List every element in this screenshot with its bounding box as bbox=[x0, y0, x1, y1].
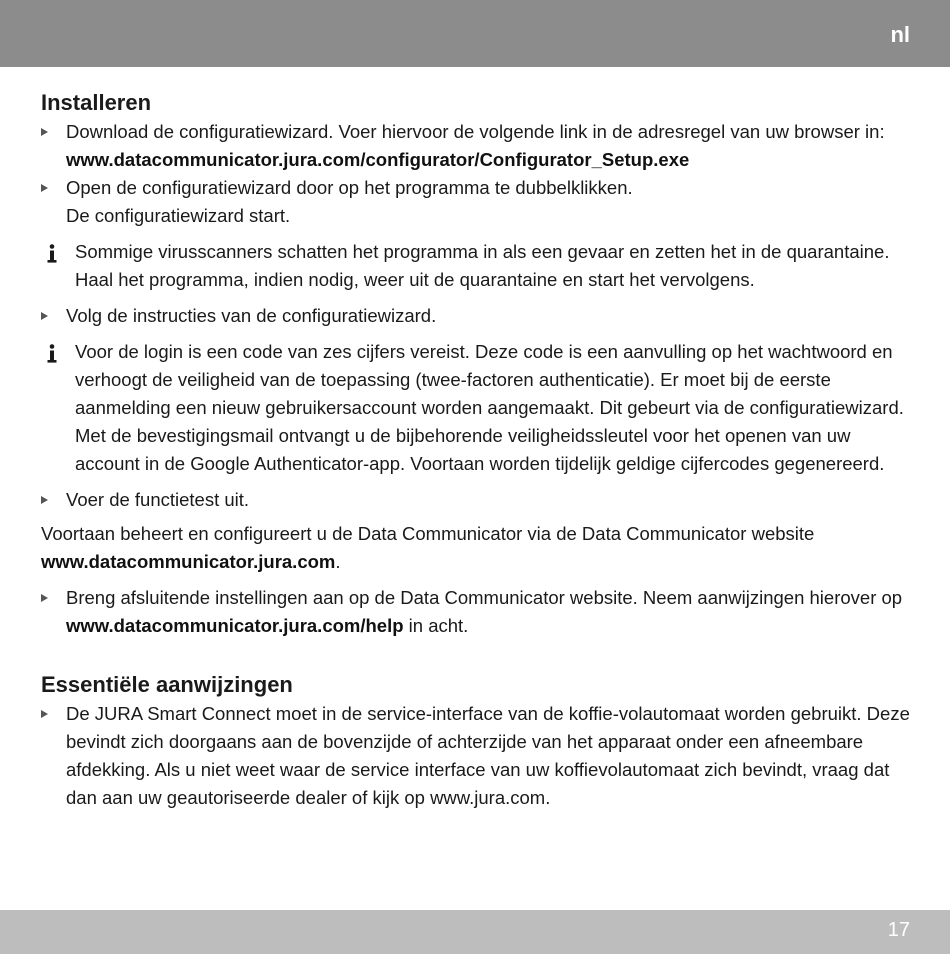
page-footer bbox=[0, 910, 950, 954]
list-item-open-wizard bbox=[41, 174, 911, 230]
help-link[interactable]: www.datacommunicator.jura.com/help bbox=[66, 615, 404, 636]
section-title-essentiele-aanwijzingen: Essentiële aanwijzingen bbox=[41, 672, 293, 697]
list-item-text-continued: De configuratiewizard start. bbox=[66, 205, 291, 226]
list-item-download bbox=[41, 118, 911, 174]
list-item-text: De JURA Smart Connect moet in de service-interface van de koffie-volautomaat worden gebruikt. Deze bevindt zich doorgaans aan de bovenzijde of achterzijde van het apparaat onder een afneembare afdekking. Als u niet weet waar de service interface van uw koffievolautomaat zich bevindt, vraag dat dan aan uw geautoriseerde dealer of kijk op www.jura.com. bbox=[66, 703, 910, 808]
list-item-text: Volg de instructies van de configuratiewizard. bbox=[66, 305, 437, 326]
bullet-arrow-icon bbox=[41, 184, 48, 192]
page-content bbox=[41, 88, 911, 812]
page-header bbox=[0, 0, 950, 67]
bullet-arrow-icon bbox=[41, 594, 48, 602]
bullet-arrow-icon bbox=[41, 312, 48, 320]
info-icon bbox=[46, 344, 58, 363]
paragraph-website bbox=[41, 520, 911, 576]
bullet-arrow-icon bbox=[41, 496, 48, 504]
bullet-arrow-icon bbox=[41, 710, 48, 718]
list-item-final-settings bbox=[41, 584, 911, 640]
list-item-follow-instructions bbox=[41, 302, 911, 330]
info-note-text: Sommige virusscanners schatten het programma in als een gevaar en zetten het in de quarantaine. Haal het programma, indien nodig, weer uit de quarantaine en start het vervolgens. bbox=[75, 241, 890, 290]
section-title-installeren: Installeren bbox=[41, 90, 152, 115]
list-item-service-interface bbox=[41, 700, 911, 812]
setup-link[interactable]: www.datacommunicator.jura.com/configurator/Configurator_Setup.exe bbox=[66, 149, 690, 170]
info-note-login-code bbox=[41, 338, 911, 478]
info-note-text: Voor de login is een code van zes cijfers vereist. Deze code is een aanvulling op het wachtwoord en verhoogt de veiligheid van de toepassing (twee-factoren authenticatie). Er moet bij de eerste aanmelding een nieuw gebruikersaccount worden aangemaakt. Dit gebeurt via de configuratiewizard. Met de bevestigingsmail ontvangt u de bijbehorende veiligheidssleutel voor het openen van uw account in de Google Authenticator-app. Voortaan worden tijdelijk geldige cijfercodes gegenereerd. bbox=[75, 341, 904, 474]
language-label: nl bbox=[890, 22, 910, 47]
list-item-functiontest bbox=[41, 486, 911, 514]
paragraph-end: . bbox=[335, 551, 341, 572]
website-link[interactable]: www.datacommunicator.jura.com bbox=[41, 551, 336, 572]
list-item-end: in acht. bbox=[403, 615, 469, 636]
info-note-virusscanner bbox=[41, 238, 911, 294]
page-number: 17 bbox=[887, 919, 910, 941]
list-item-text: Voer de functietest uit. bbox=[66, 489, 250, 510]
list-item-text: Breng afsluitende instellingen aan op de Data Communicator website. Neem aanwijzingen hierover op bbox=[66, 587, 903, 608]
list-item-text: Download de configuratiewizard. Voer hiervoor de volgende link in de adresregel van uw browser in: bbox=[66, 121, 885, 142]
bullet-arrow-icon bbox=[41, 128, 48, 136]
info-icon bbox=[46, 244, 58, 263]
list-item-text: Open de configuratiewizard door op het programma te dubbelklikken. bbox=[66, 177, 633, 198]
paragraph-text: Voortaan beheert en configureert u de Data Communicator via de Data Communicator website bbox=[41, 523, 815, 544]
